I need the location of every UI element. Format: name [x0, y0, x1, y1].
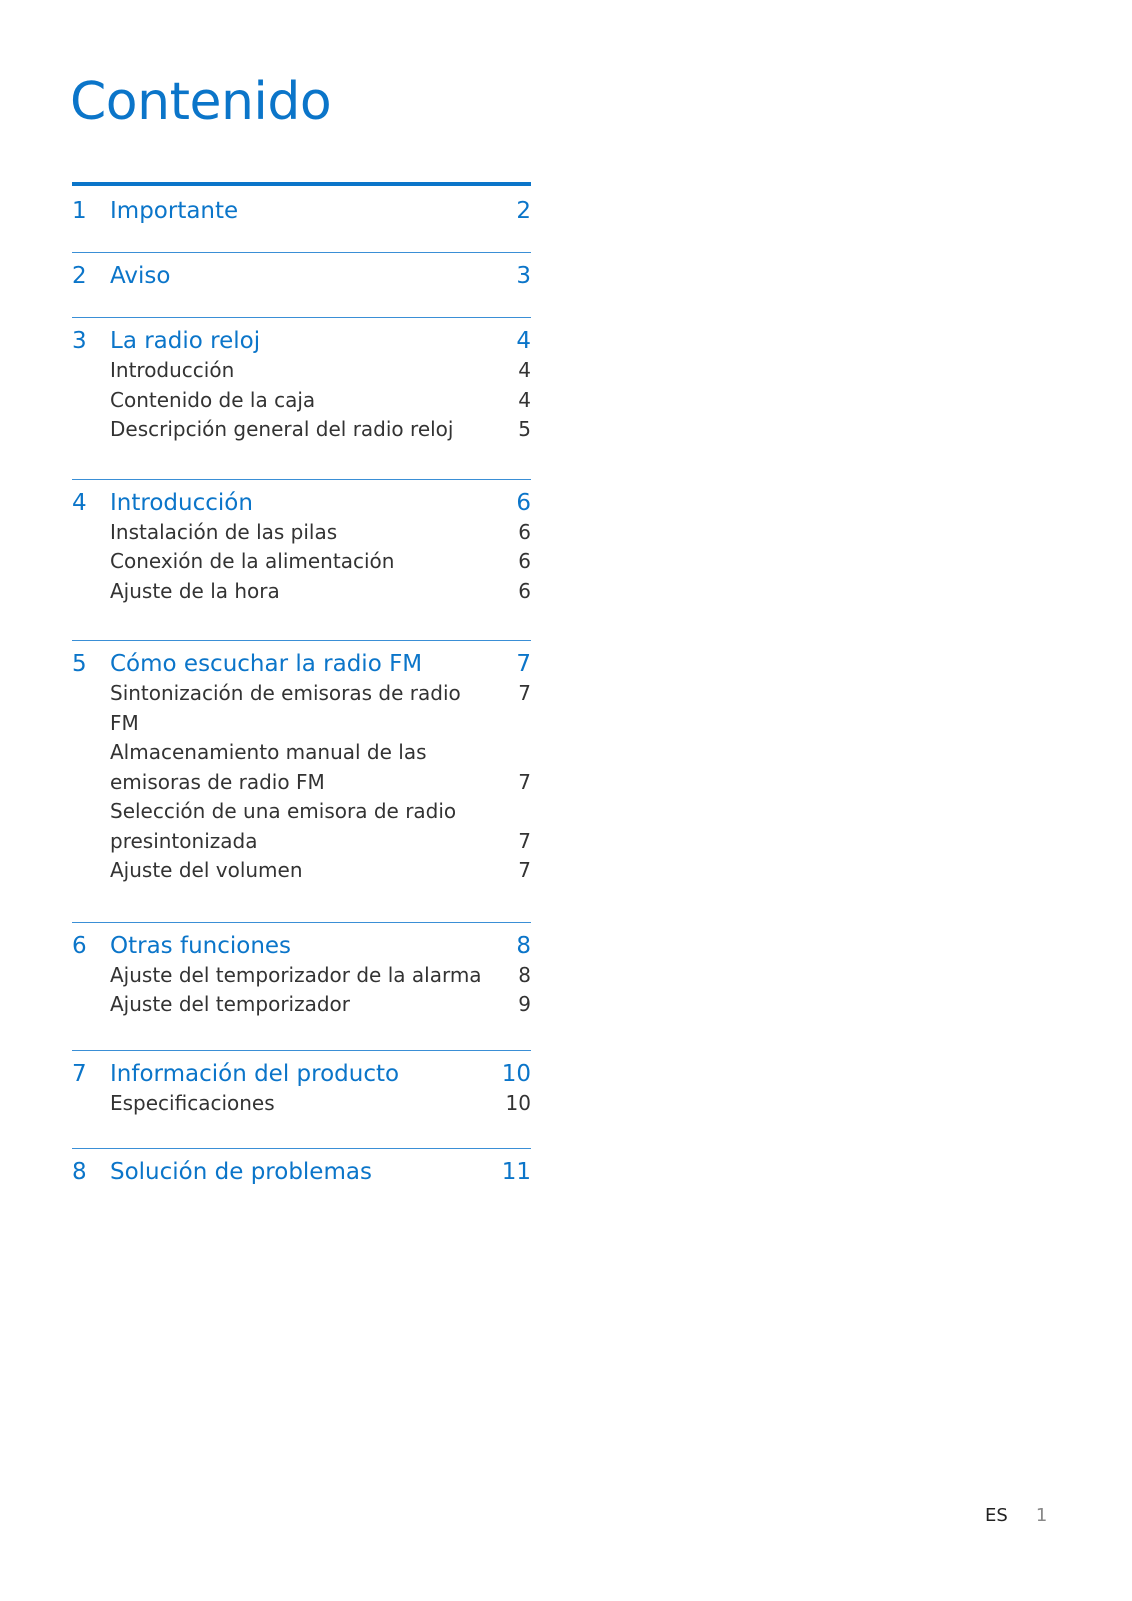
- chapter-number: 7: [72, 1060, 87, 1087]
- entry-page: 9: [518, 992, 531, 1016]
- section-divider: [72, 317, 531, 318]
- page-title: Contenido: [70, 72, 332, 132]
- toc-chapter-link[interactable]: [72, 261, 531, 291]
- chapter-title: Aviso: [110, 263, 171, 289]
- chapter-title: La radio reloj: [110, 328, 261, 354]
- chapter-title: Introducción: [110, 489, 253, 516]
- entry-page: 7: [518, 769, 531, 794]
- chapter-title: Importante: [110, 198, 239, 224]
- chapter-number: 2: [72, 263, 87, 289]
- entry-page: 10: [505, 1090, 531, 1115]
- entry-page: 4: [518, 358, 531, 382]
- section-divider: [72, 479, 531, 480]
- toc-entry[interactable]: [72, 386, 531, 416]
- toc-section: [72, 252, 531, 317]
- chapter-number: 3: [72, 328, 87, 354]
- toc-entry[interactable]: [72, 577, 531, 607]
- section-divider: [72, 252, 531, 253]
- toc-chapter-link[interactable]: [72, 196, 531, 226]
- toc-entry[interactable]: [72, 856, 531, 886]
- entry-page: 7: [518, 858, 531, 882]
- toc-entry[interactable]: [72, 518, 531, 548]
- entry-page: 6: [518, 549, 531, 573]
- chapter-title: Información del producto: [110, 1060, 400, 1087]
- toc-section: [72, 1148, 531, 1187]
- entry-page: 6: [518, 578, 531, 603]
- entry-title: Conexión de la alimentación: [110, 549, 395, 573]
- toc-chapter-link[interactable]: [72, 326, 531, 356]
- section-divider: [72, 922, 531, 923]
- toc-entry[interactable]: [72, 990, 531, 1020]
- entry-title: Introducción: [110, 358, 235, 382]
- entry-title: Ajuste del volumen: [110, 858, 303, 882]
- entry-title: Instalación de las pilas: [110, 519, 338, 544]
- chapter-page: 11: [501, 1159, 531, 1185]
- chapter-page: 2: [516, 198, 531, 224]
- toc-entry[interactable]: [72, 356, 531, 386]
- toc-entry[interactable]: [72, 547, 531, 577]
- footer-language: ES: [985, 1505, 1008, 1526]
- toc-entry[interactable]: [72, 961, 531, 991]
- entry-title: presintonizada: [110, 828, 258, 853]
- toc-section: [72, 479, 531, 641]
- chapter-title: Cómo escuchar la radio FM: [110, 651, 423, 677]
- entry-page: 8: [518, 962, 531, 987]
- entry-title: Descripción general del radio reloj: [110, 417, 454, 441]
- chapter-number: 5: [72, 651, 87, 677]
- table-of-contents: [72, 182, 531, 1187]
- entry-title: Especificaciones: [110, 1090, 275, 1115]
- toc-entry[interactable]: [72, 738, 531, 768]
- page-footer: [985, 1505, 1047, 1526]
- toc-section: [72, 922, 531, 1050]
- toc-section: [72, 1050, 531, 1149]
- chapter-page: 4: [516, 328, 531, 354]
- toc-chapter-link[interactable]: [72, 649, 531, 679]
- footer-page-number: 1: [1035, 1505, 1048, 1526]
- toc-chapter-link[interactable]: [72, 488, 531, 518]
- entry-title: Sintonización de emisoras de radio FM: [110, 681, 461, 735]
- entry-page: 7: [518, 681, 531, 705]
- chapter-number: 1: [72, 198, 87, 224]
- toc-entry[interactable]: [72, 768, 531, 798]
- entry-title: Almacenamiento manual de las: [110, 740, 427, 764]
- chapter-number: 4: [72, 489, 87, 516]
- section-divider: [72, 1148, 531, 1149]
- chapter-page: 3: [516, 263, 531, 289]
- entry-title: emisoras de radio FM: [110, 769, 325, 794]
- toc-section: [72, 640, 531, 922]
- chapter-page: 8: [516, 932, 531, 959]
- chapter-number: 6: [72, 932, 87, 959]
- toc-entry[interactable]: [72, 415, 531, 445]
- entry-title: Ajuste de la hora: [110, 578, 280, 603]
- entry-page: 4: [518, 387, 531, 412]
- toc-section: [72, 317, 531, 479]
- toc-chapter-link[interactable]: [72, 1157, 531, 1187]
- toc-entry[interactable]: [72, 1089, 531, 1119]
- section-divider: [72, 640, 531, 641]
- chapter-page: 6: [516, 489, 531, 516]
- section-divider: [72, 182, 531, 186]
- section-divider: [72, 1050, 531, 1051]
- entry-page: 6: [518, 519, 531, 544]
- chapter-number: 8: [72, 1159, 87, 1185]
- chapter-title: Otras funciones: [110, 932, 292, 959]
- toc-entry[interactable]: [72, 827, 531, 857]
- entry-title: Selección de una emisora de radio: [110, 799, 457, 823]
- chapter-page: 10: [501, 1060, 531, 1087]
- entry-page: 5: [518, 417, 531, 441]
- toc-chapter-link[interactable]: [72, 1059, 531, 1089]
- entry-title: Contenido de la caja: [110, 387, 316, 412]
- toc-entry[interactable]: [72, 797, 531, 827]
- entry-title: Ajuste del temporizador de la alarma: [110, 962, 482, 987]
- toc-entry[interactable]: [72, 679, 531, 738]
- entry-page: 7: [518, 828, 531, 853]
- toc-section: [72, 182, 531, 252]
- entry-title: Ajuste del temporizador: [110, 992, 350, 1016]
- toc-chapter-link[interactable]: [72, 931, 531, 961]
- chapter-page: 7: [516, 651, 531, 677]
- chapter-title: Solución de problemas: [110, 1159, 372, 1185]
